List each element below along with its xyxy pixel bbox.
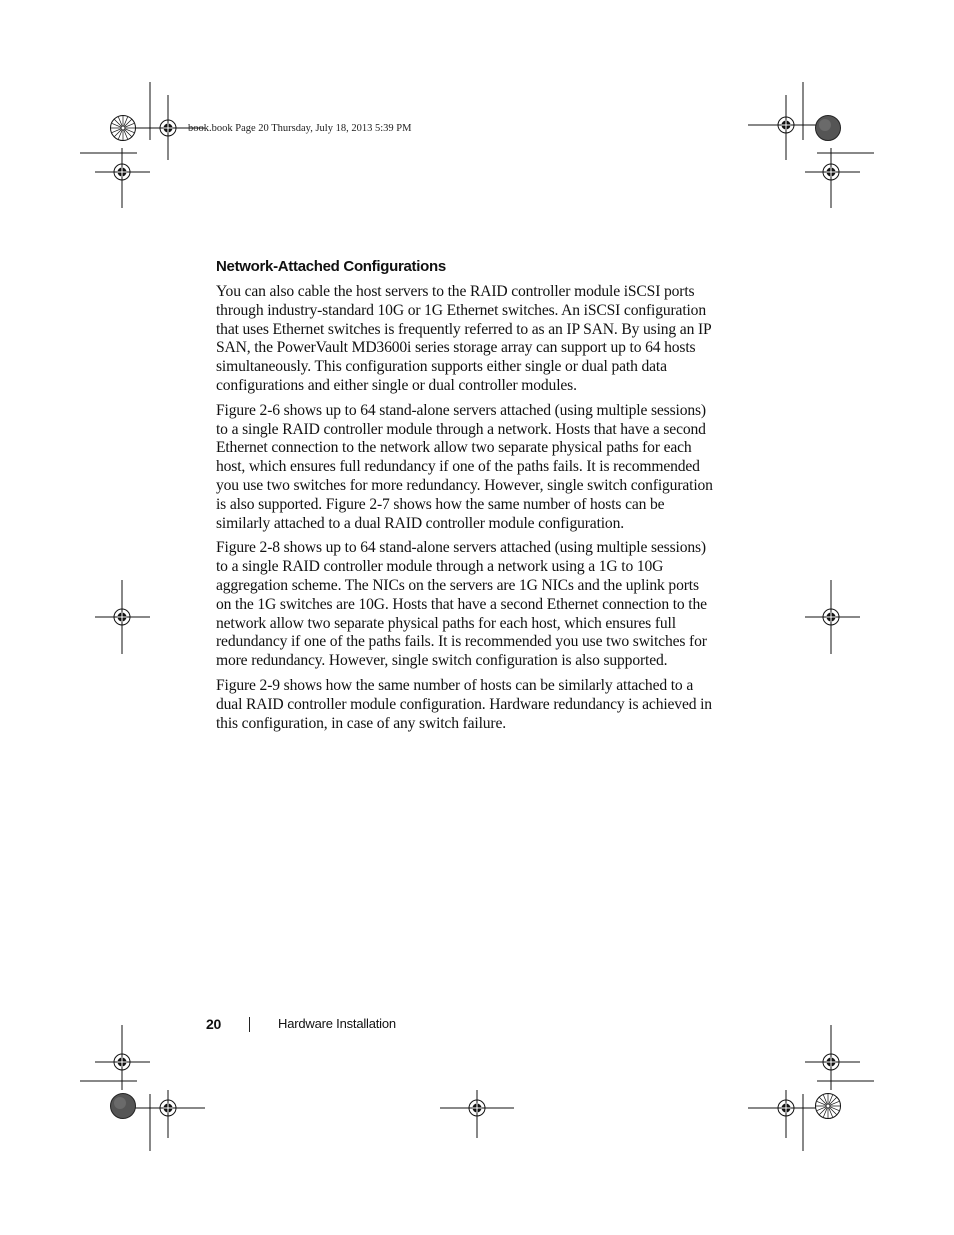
paragraph-3: Figure 2-8 shows up to 64 stand-alone servers attached (using multiple sessions) to a single RAID controller module through a network using a 1G to 10G aggregation scheme. The NICs on the servers are 1G NICs and the uplink ports on the 1G switches are 10G. Hosts that have a second Ethernet connection to the network allow two separate physical paths for each host, which ensures full redundancy if one of the paths fails. It is recommended you use two switches for more redundancy. However, single switch configuration is also supported. [216, 539, 707, 670]
footer-divider [249, 1017, 250, 1032]
paragraph-2: Figure 2-6 shows up to 64 stand-alone servers attached (using multiple sessions) to a single RAID controller module through a network. Hosts that have a second Ethernet connection to the network allow two separate physical paths for each host, which ensures full redundancy if one of the paths fails. It is recommended you use two switches for more redundancy. However, single switch configuration is also supported. Figure 2-7 shows how the same number of hosts can be similarly attached to a dual RAID controller module configuration. [216, 401, 713, 532]
footer-section-title: Hardware Installation [278, 1016, 396, 1031]
section-body [216, 258, 716, 739]
paragraph-1: You can also cable the host servers to the RAID controller module iSCSI ports through industry-standard 10G or 1G Ethernet switches. An iSCSI configuration that uses Ethernet switches is frequently referred to as an IP SAN. By using an IP SAN, the PowerVault MD3600i series storage array can support up to 64 hosts simultaneously. This configuration supports either single or dual path data configurations and either single or dual controller modules. [216, 283, 711, 394]
paragraph-4: Figure 2-9 shows how the same number of hosts can be similarly attached to a dual RAID controller module configuration. Hardware redundancy is achieved in this configuration, in case of any switch failure. [216, 676, 712, 732]
section-heading: Network-Attached Configurations [216, 258, 446, 275]
print-slug: book.book Page 20 Thursday, July 18, 2013 5:39 PM [188, 123, 412, 134]
page-number: 20 [206, 1016, 221, 1032]
